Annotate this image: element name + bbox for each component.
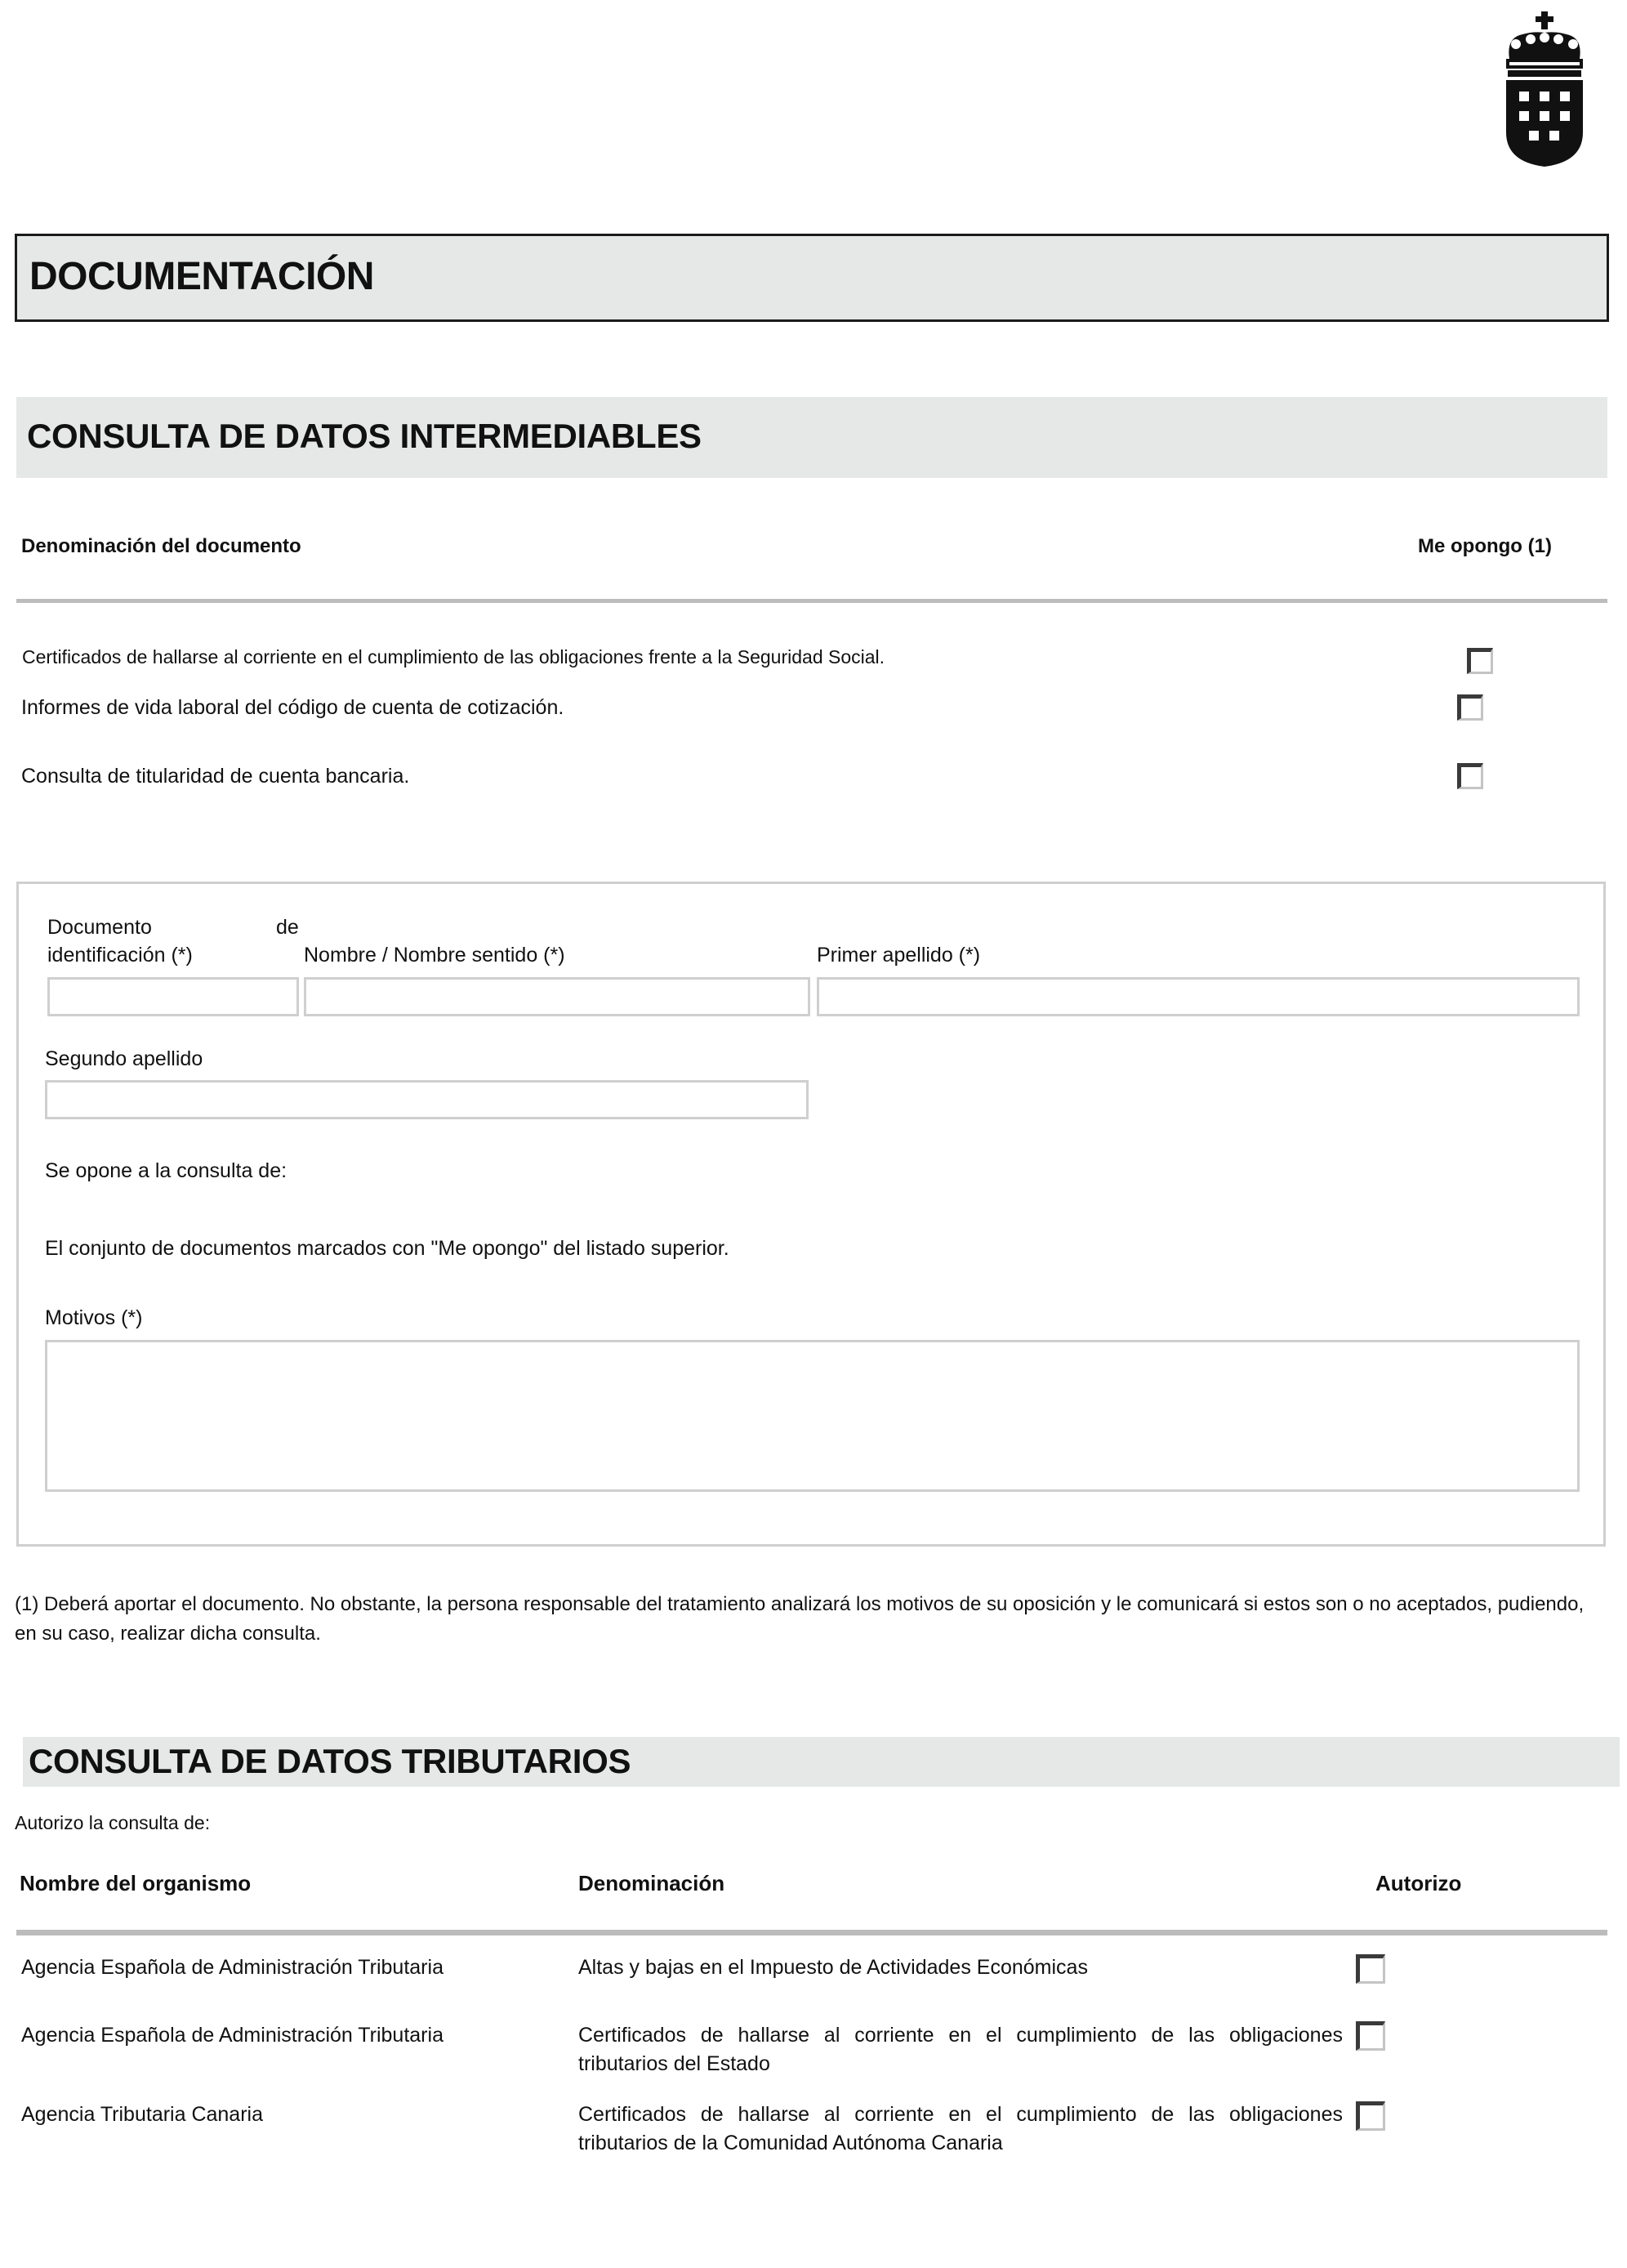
doc-id-label-line2: identificación (*) xyxy=(47,944,193,967)
autorizo-checkbox-canaria[interactable] xyxy=(1356,2101,1385,2131)
doc-id-label: Documento xyxy=(47,916,152,939)
column-header-organismo: Nombre del organismo xyxy=(20,1871,252,1895)
denominacion-cell-line2: tributarios del Estado xyxy=(578,2052,770,2075)
denominacion-cell: Altas y bajas en el Impuesto de Actividades Económicas xyxy=(578,1956,1088,1979)
doc-id-label-de: de xyxy=(276,916,299,939)
column-header-oppose: Me opongo (1) xyxy=(1418,535,1552,557)
tributarios-title: CONSULTA DE DATOS TRIBUTARIOS xyxy=(29,1742,631,1780)
conjunto-text: El conjunto de documentos marcados con "Me opongo" del listado superior. xyxy=(45,1237,729,1260)
column-header-autorizo: Autorizo xyxy=(1375,1871,1462,1895)
motivos-textarea[interactable] xyxy=(45,1340,1580,1492)
oppose-checkbox-vida-laboral[interactable] xyxy=(1457,694,1483,721)
intermediable-row-label: Informes de vida laboral del código de cuenta de cotización. xyxy=(21,696,564,719)
organismo-cell: Agencia Tributaria Canaria xyxy=(21,2103,263,2126)
coat-of-arms-icon xyxy=(1498,10,1591,170)
organismo-cell: Agencia Española de Administración Tributaria xyxy=(21,2024,444,2047)
autorizo-checkbox-estado[interactable] xyxy=(1356,2021,1385,2051)
motivos-label: Motivos (*) xyxy=(45,1306,143,1329)
primer-apellido-label: Primer apellido (*) xyxy=(817,944,981,967)
opone-label: Se opone a la consulta de: xyxy=(45,1159,288,1182)
segundo-apellido-label: Segundo apellido xyxy=(45,1047,203,1070)
intermediable-row-label: Consulta de titularidad de cuenta bancaria. xyxy=(21,765,410,788)
column-header-document: Denominación del documento xyxy=(21,535,301,557)
tributarios-header-divider xyxy=(16,1930,1607,1935)
documentacion-title: DOCUMENTACIÓN xyxy=(29,255,374,298)
nombre-label: Nombre / Nombre sentido (*) xyxy=(304,944,565,967)
nombre-input[interactable] xyxy=(304,977,810,1016)
primer-apellido-input[interactable] xyxy=(817,977,1580,1016)
column-header-denominacion: Denominación xyxy=(578,1871,725,1895)
oppose-checkbox-cuenta-bancaria[interactable] xyxy=(1457,763,1483,789)
footnote-line1: (1) Deberá aportar el documento. No obstante, la persona responsable del tratamiento analizará los motivos de su oposición y le comunicará si estos son o no aceptados, pudiendo, xyxy=(15,1593,1585,1615)
autorizo-checkbox-iae[interactable] xyxy=(1356,1954,1385,1984)
header-divider xyxy=(16,599,1607,603)
denominacion-cell: Certificados de hallarse al corriente en el cumplimiento de las obligaciones xyxy=(578,2024,1343,2047)
tributarios-intro: Autorizo la consulta de: xyxy=(15,1812,211,1833)
intermediables-title: CONSULTA DE DATOS INTERMEDIABLES xyxy=(27,417,702,455)
doc-id-input[interactable] xyxy=(47,977,299,1016)
intermediable-row-label: Certificados de hallarse al corriente en el cumplimiento de las obligaciones frente a la Seguridad Social. xyxy=(22,646,885,667)
segundo-apellido-input[interactable] xyxy=(45,1080,809,1119)
oppose-checkbox-seguridad-social[interactable] xyxy=(1467,648,1493,674)
denominacion-cell: Certificados de hallarse al corriente en el cumplimiento de las obligaciones xyxy=(578,2103,1343,2126)
denominacion-cell-line2: tributarios de la Comunidad Autónoma Canaria xyxy=(578,2132,1003,2154)
footnote-line2: en su caso, realizar dicha consulta. xyxy=(15,1623,321,1645)
organismo-cell: Agencia Española de Administración Tributaria xyxy=(21,1956,444,1979)
